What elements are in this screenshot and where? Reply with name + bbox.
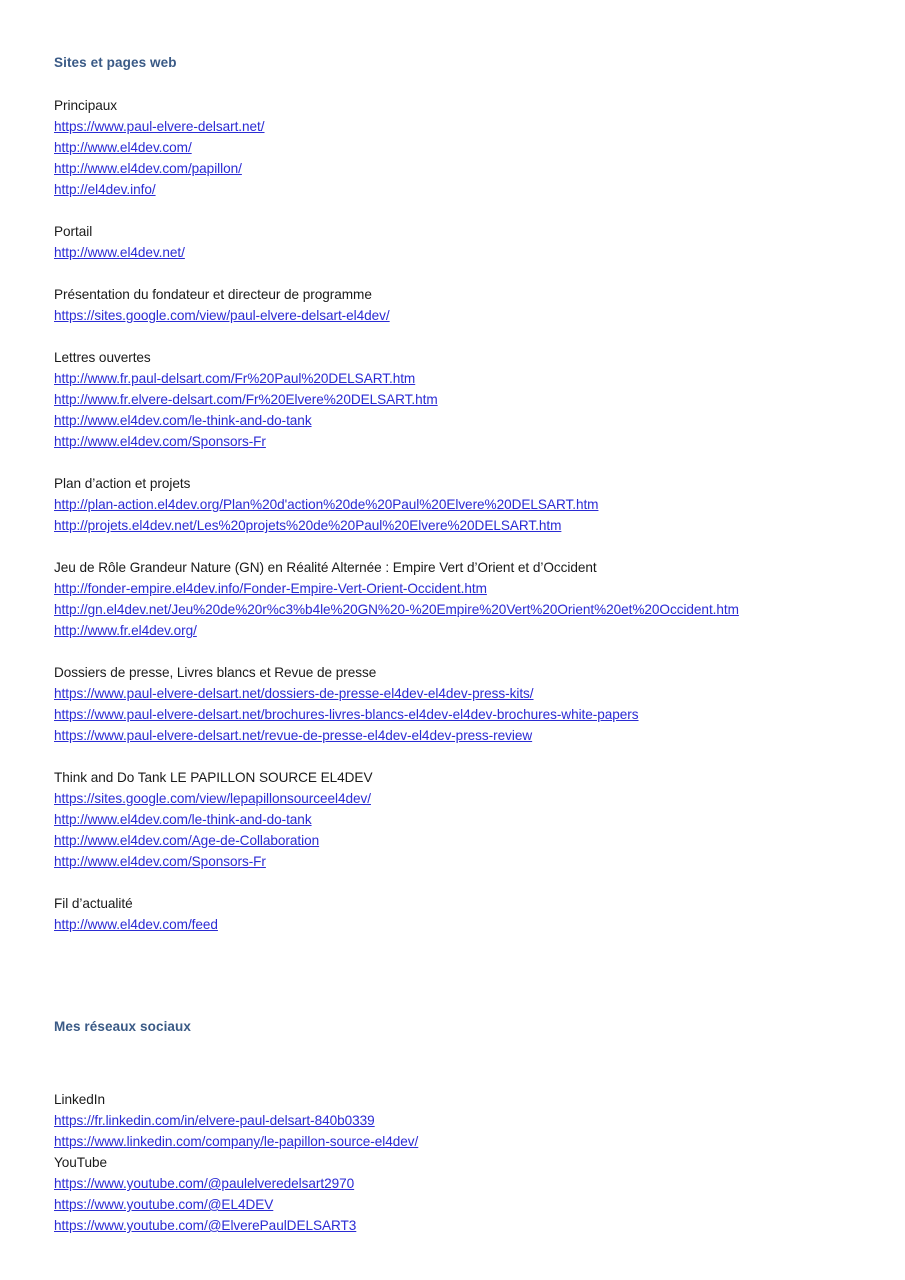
link-item[interactable]: http://projets.el4dev.net/Les%20projets%20de%20Paul%20Elvere%20DELSART.htm bbox=[54, 518, 562, 533]
spacer bbox=[54, 872, 865, 893]
link-item[interactable]: http://www.el4dev.com/Sponsors-Fr bbox=[54, 434, 266, 449]
link-group-youtube bbox=[54, 1152, 865, 1236]
link-item[interactable]: https://www.youtube.com/@ElverePaulDELSART3 bbox=[54, 1218, 357, 1233]
spacer bbox=[54, 452, 865, 473]
link-group-think-and-do-tank bbox=[54, 767, 865, 872]
link-item[interactable]: http://www.el4dev.com/ bbox=[54, 140, 192, 155]
spacer bbox=[54, 326, 865, 347]
spacer bbox=[54, 536, 865, 557]
link-item[interactable]: http://www.fr.paul-delsart.com/Fr%20Paul%20DELSART.htm bbox=[54, 371, 416, 386]
section-heading: Mes réseaux sociaux bbox=[54, 1019, 191, 1034]
link-group-portail bbox=[54, 221, 865, 263]
spacer bbox=[54, 641, 865, 662]
link-item[interactable]: https://fr.linkedin.com/in/elvere-paul-delsart-840b0339 bbox=[54, 1113, 375, 1128]
link-item[interactable]: https://sites.google.com/view/paul-elvere-delsart-el4dev/ bbox=[54, 308, 390, 323]
link-group-principaux bbox=[54, 95, 865, 200]
link-group-dossiers-de-presse bbox=[54, 662, 865, 746]
link-item[interactable]: http://plan-action.el4dev.org/Plan%20d'action%20de%20Paul%20Elvere%20DELSART.htm bbox=[54, 497, 599, 512]
link-group-presentation-fondateur bbox=[54, 284, 865, 326]
group-label: Présentation du fondateur et directeur de programme bbox=[54, 287, 372, 302]
section-sites-et-pages-web bbox=[54, 55, 865, 935]
group-label: YouTube bbox=[54, 1155, 108, 1170]
group-label: Principaux bbox=[54, 98, 117, 113]
group-label: Dossiers de presse, Livres blancs et Revue de presse bbox=[54, 665, 377, 680]
link-group-linkedin bbox=[54, 1089, 865, 1152]
link-group-fil-actualite bbox=[54, 893, 865, 935]
link-item[interactable]: https://www.paul-elvere-delsart.net/brochures-livres-blancs-el4dev-el4dev-brochures-white-papers bbox=[54, 707, 639, 722]
link-group-lettres-ouvertes bbox=[54, 347, 865, 452]
link-item[interactable]: http://www.fr.elvere-delsart.com/Fr%20Elvere%20DELSART.htm bbox=[54, 392, 438, 407]
link-item[interactable]: http://fonder-empire.el4dev.info/Fonder-Empire-Vert-Orient-Occident.htm bbox=[54, 581, 487, 596]
link-item[interactable]: https://www.youtube.com/@EL4DEV bbox=[54, 1197, 274, 1212]
group-label: Plan d’action et projets bbox=[54, 476, 191, 491]
group-label: Jeu de Rôle Grandeur Nature (GN) en Réalité Alternée : Empire Vert d’Orient et d’Occident bbox=[54, 560, 597, 575]
link-group-jeu-de-role-gn bbox=[54, 557, 865, 641]
link-item[interactable]: https://www.linkedin.com/company/le-papillon-source-el4dev/ bbox=[54, 1134, 419, 1149]
spacer bbox=[54, 746, 865, 767]
section-heading: Sites et pages web bbox=[54, 55, 177, 70]
link-item[interactable]: http://el4dev.info/ bbox=[54, 182, 156, 197]
link-item[interactable]: http://www.el4dev.com/feed bbox=[54, 917, 218, 932]
link-item[interactable]: https://www.paul-elvere-delsart.net/revue-de-presse-el4dev-el4dev-press-review bbox=[54, 728, 533, 743]
group-label: Portail bbox=[54, 224, 93, 239]
spacer bbox=[54, 935, 865, 1019]
link-item[interactable]: http://www.el4dev.com/papillon/ bbox=[54, 161, 242, 176]
spacer bbox=[54, 263, 865, 284]
group-label: Fil d’actualité bbox=[54, 896, 133, 911]
link-item[interactable]: http://www.el4dev.com/Sponsors-Fr bbox=[54, 854, 266, 869]
link-item[interactable]: http://www.el4dev.com/le-think-and-do-tank bbox=[54, 413, 312, 428]
spacer bbox=[54, 200, 865, 221]
link-item[interactable]: https://www.paul-elvere-delsart.net/ bbox=[54, 119, 265, 134]
spacer bbox=[54, 1035, 865, 1089]
spacer bbox=[54, 71, 865, 95]
link-group-plan-action-projets bbox=[54, 473, 865, 536]
link-item[interactable]: https://www.paul-elvere-delsart.net/dossiers-de-presse-el4dev-el4dev-press-kits/ bbox=[54, 686, 534, 701]
link-item[interactable]: http://www.fr.el4dev.org/ bbox=[54, 623, 197, 638]
group-label: Lettres ouvertes bbox=[54, 350, 151, 365]
link-item[interactable]: http://www.el4dev.com/le-think-and-do-tank bbox=[54, 812, 312, 827]
group-label: LinkedIn bbox=[54, 1092, 105, 1107]
link-item[interactable]: http://www.el4dev.net/ bbox=[54, 245, 185, 260]
group-label: Think and Do Tank LE PAPILLON SOURCE EL4DEV bbox=[54, 770, 373, 785]
section-mes-reseaux-sociaux bbox=[54, 1019, 865, 1236]
link-item[interactable]: http://gn.el4dev.net/Jeu%20de%20r%c3%b4le%20GN%20-%20Empire%20Vert%20Orient%20et%20Occident.htm bbox=[54, 602, 739, 617]
link-item[interactable]: https://sites.google.com/view/lepapillonsourceel4dev/ bbox=[54, 791, 371, 806]
link-item[interactable]: https://www.youtube.com/@paulelveredelsart2970 bbox=[54, 1176, 355, 1191]
link-item[interactable]: http://www.el4dev.com/Age-de-Collaboration bbox=[54, 833, 320, 848]
